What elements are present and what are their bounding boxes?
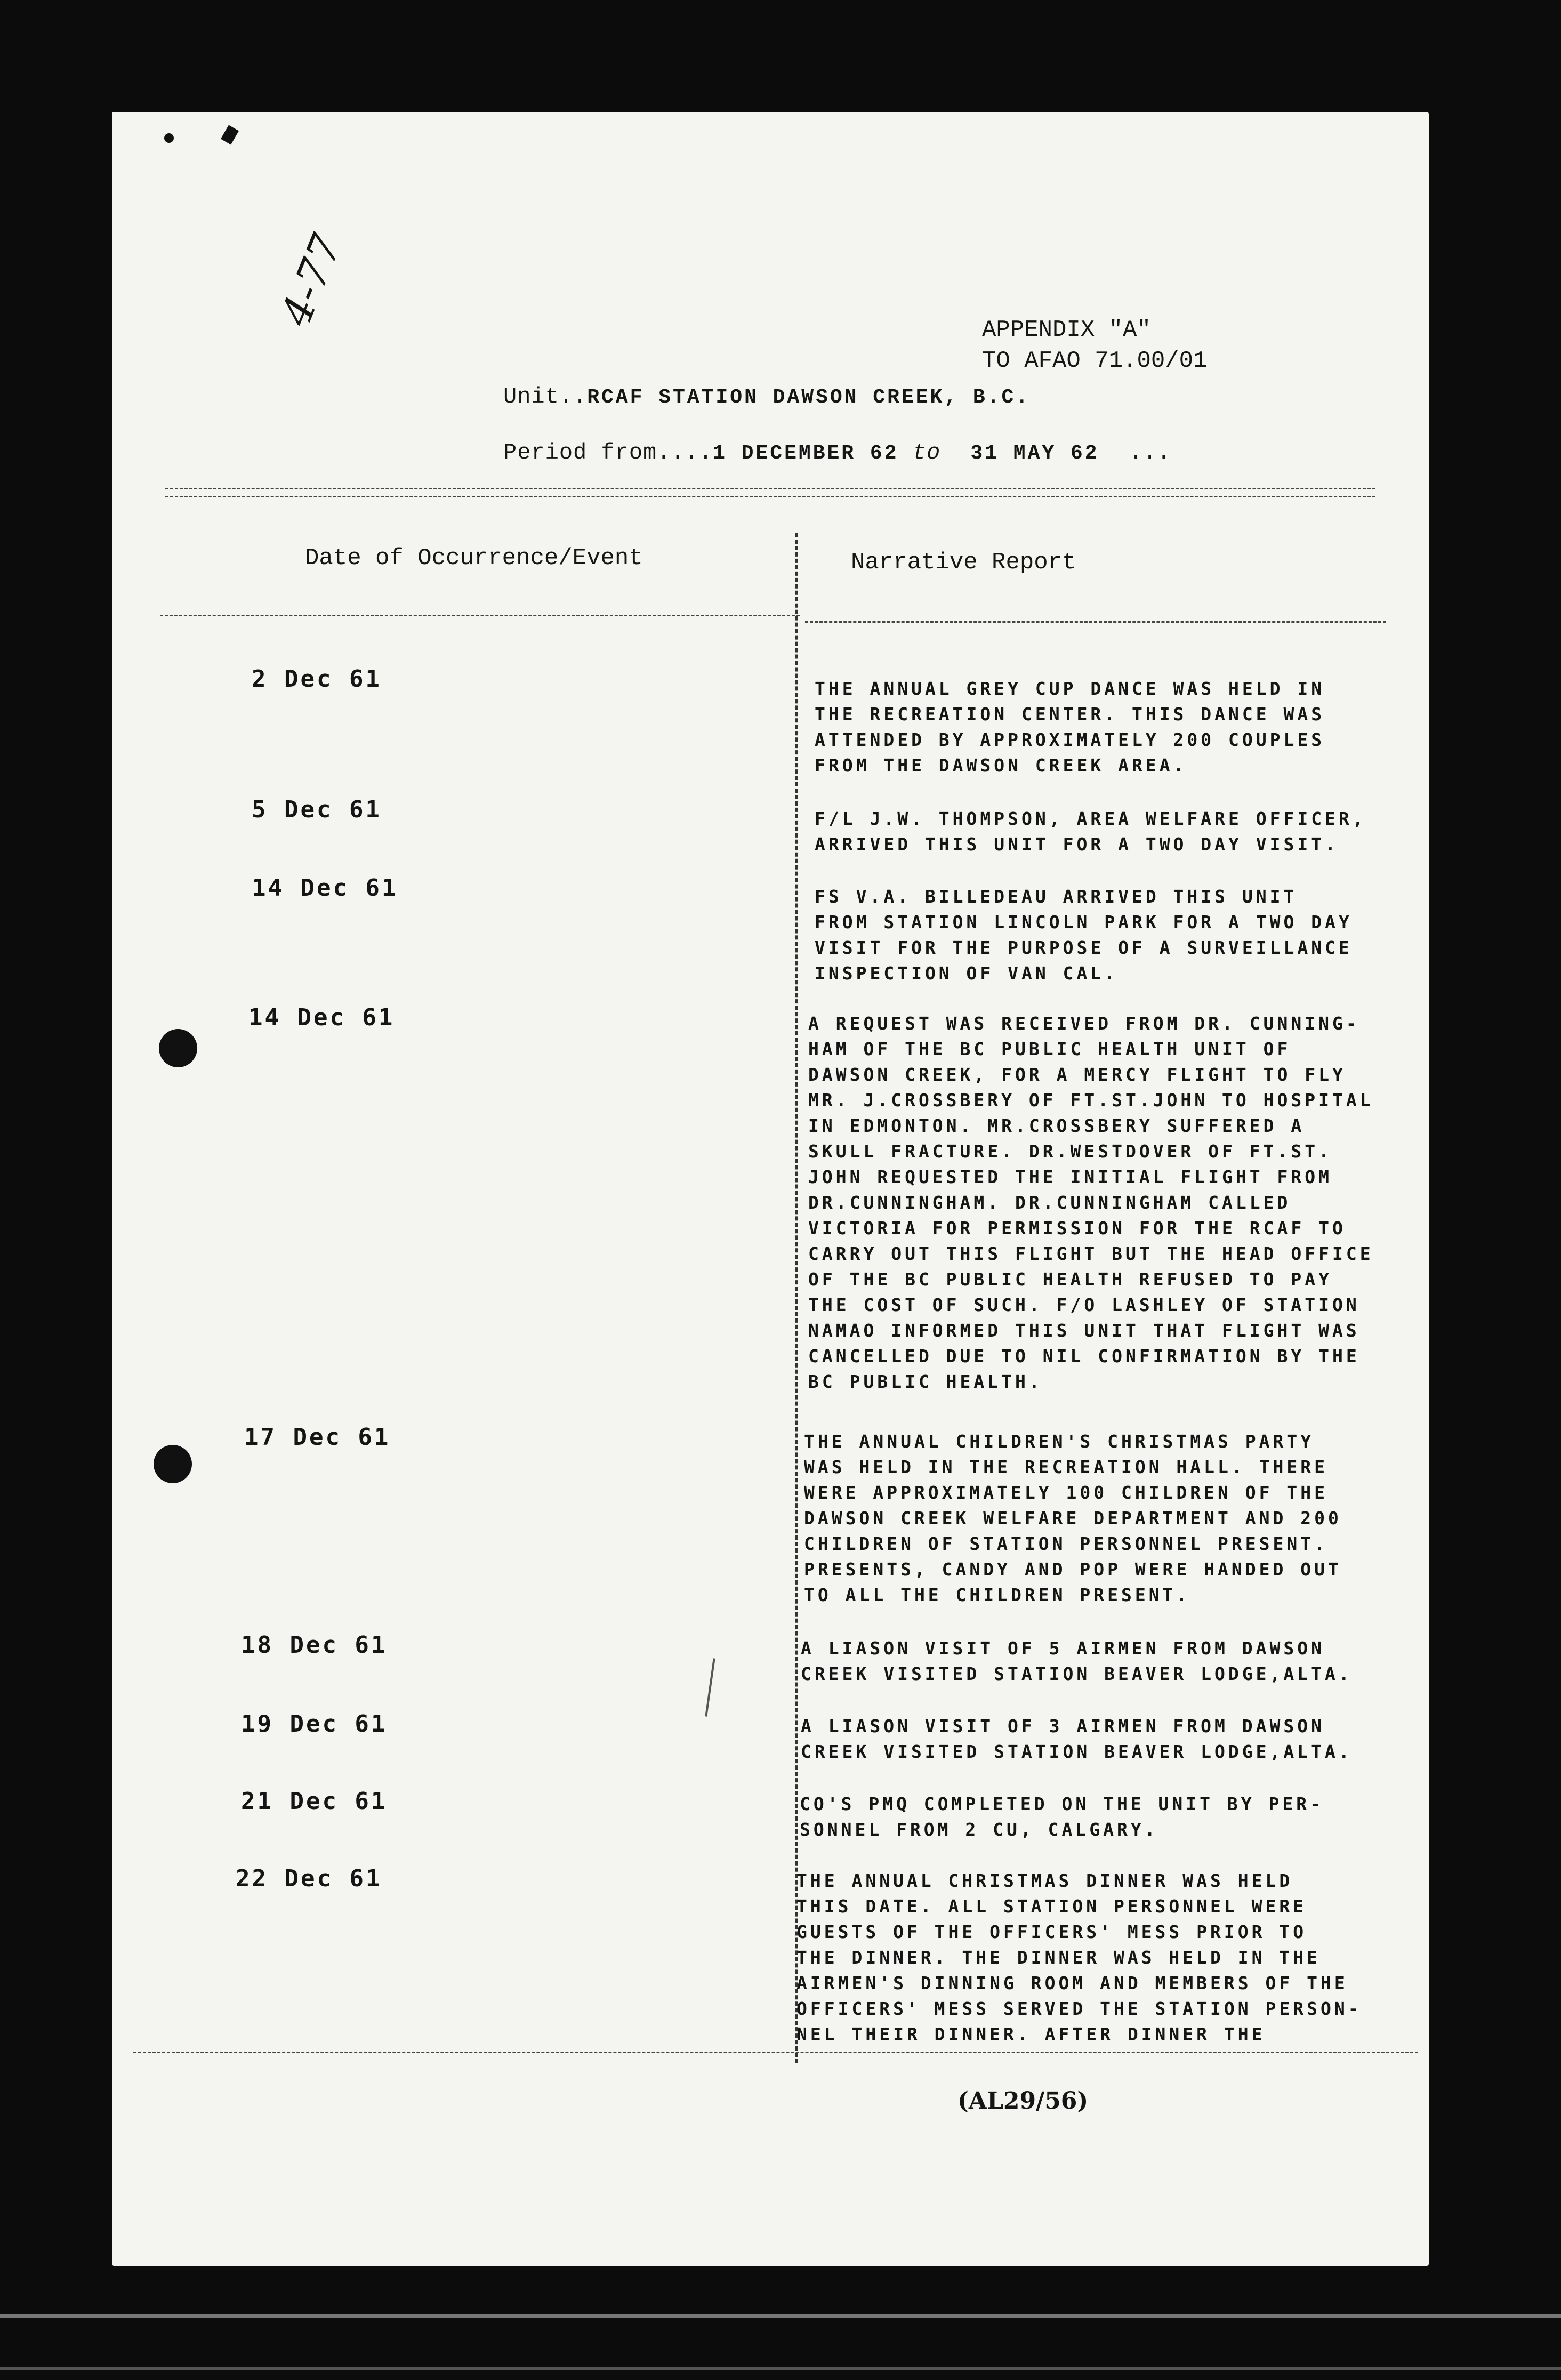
entry-narrative: [796, 1868, 1362, 2047]
narrative-line: CREEK VISITED STATION BEAVER LODGE,ALTA.: [801, 1741, 1353, 1762]
narrative-line: JOHN REQUESTED THE INITIAL FLIGHT FROM: [808, 1167, 1332, 1187]
narrative-line: FROM STATION LINCOLN PARK FOR A TWO DAY: [815, 912, 1353, 932]
narrative-line: THE COST OF SUCH. F/O LASHLEY OF STATION: [808, 1294, 1360, 1315]
entry-date: 19 Dec 61: [241, 1710, 388, 1738]
header-divider: [165, 496, 1375, 497]
narrative-line: MR. J.CROSSBERY OF FT.ST.JOHN TO HOSPITAL: [808, 1090, 1374, 1111]
unit-line: [503, 384, 1030, 409]
entry-narrative: [808, 1011, 1374, 1395]
entry-date: 14 Dec 61: [252, 874, 398, 902]
narrative-line: FS V.A. BILLEDEAU ARRIVED THIS UNIT: [815, 886, 1298, 907]
film-edge: [0, 2367, 1561, 2370]
period-to-word: to: [912, 440, 941, 465]
narrative-line: BC PUBLIC HEALTH.: [808, 1371, 1043, 1392]
period-trail: ...: [1129, 440, 1171, 465]
narrative-line: THIS DATE. ALL STATION PERSONNEL WERE: [796, 1896, 1307, 1917]
narrative-line: DR.CUNNINGHAM. DR.CUNNINGHAM CALLED: [808, 1192, 1291, 1213]
unit-label: Unit..: [503, 384, 588, 409]
narrative-line: A REQUEST WAS RECEIVED FROM DR. CUNNING-: [808, 1013, 1360, 1034]
narrative-line: ATTENDED BY APPROXIMATELY 200 COUPLES: [815, 729, 1325, 750]
narrative-line: THE DINNER. THE DINNER WAS HELD IN THE: [796, 1947, 1321, 1968]
narrative-line: VICTORIA FOR PERMISSION FOR THE RCAF TO: [808, 1218, 1346, 1239]
column-heading-rule: [160, 615, 800, 616]
form-number: (AL29/56): [957, 2087, 1089, 2114]
narrative-line: THE ANNUAL GREY CUP DANCE WAS HELD IN: [815, 678, 1325, 699]
narrative-line: THE RECREATION CENTER. THIS DANCE WAS: [815, 704, 1325, 725]
narrative-line: OF THE BC PUBLIC HEALTH REFUSED TO PAY: [808, 1269, 1332, 1290]
narrative-line: TO ALL THE CHILDREN PRESENT.: [804, 1585, 1190, 1605]
narrative-line: THE ANNUAL CHRISTMAS DINNER WAS HELD: [796, 1870, 1293, 1891]
entry-narrative: [815, 806, 1366, 857]
column-heading-narrative: Narrative Report: [851, 549, 1076, 576]
document-page: [112, 112, 1429, 2266]
narrative-line: VISIT FOR THE PURPOSE OF A SURVEILLANCE: [815, 937, 1353, 958]
period-from: 1 DECEMBER 62: [713, 442, 899, 465]
narrative-line: AIRMEN'S DINNING ROOM AND MEMBERS OF THE: [796, 1973, 1348, 1993]
handwritten-reference: 4-77: [272, 228, 352, 333]
film-edge: [0, 2314, 1561, 2318]
narrative-line: CHILDREN OF STATION PERSONNEL PRESENT.: [804, 1533, 1328, 1554]
appendix-line-1: APPENDIX "A": [982, 317, 1151, 343]
column-heading-rule: [805, 621, 1386, 623]
entry-date: 5 Dec 61: [252, 796, 382, 823]
narrative-line: SKULL FRACTURE. DR.WESTDOVER OF FT.ST.: [808, 1141, 1332, 1162]
narrative-line: WAS HELD IN THE RECREATION HALL. THERE: [804, 1457, 1328, 1477]
narrative-line: FROM THE DAWSON CREEK AREA.: [815, 755, 1187, 776]
period-label: Period from....: [503, 440, 713, 465]
narrative-line: THE ANNUAL CHILDREN'S CHRISTMAS PARTY: [804, 1431, 1315, 1452]
narrative-line: WERE APPROXIMATELY 100 CHILDREN OF THE: [804, 1482, 1328, 1503]
narrative-line: PRESENTS, CANDY AND POP WERE HANDED OUT: [804, 1559, 1342, 1580]
page-mark: [164, 133, 174, 143]
entry-date: 17 Dec 61: [244, 1424, 391, 1451]
narrative-line: IN EDMONTON. MR.CROSSBERY SUFFERED A: [808, 1115, 1305, 1136]
narrative-line: SONNEL FROM 2 CU, CALGARY.: [800, 1819, 1158, 1840]
narrative-line: NEL THEIR DINNER. AFTER DINNER THE: [796, 2024, 1266, 2045]
period-line: [503, 440, 1171, 465]
narrative-line: CARRY OUT THIS FLIGHT BUT THE HEAD OFFICE: [808, 1243, 1374, 1264]
entry-date: 21 Dec 61: [241, 1788, 388, 1815]
column-heading-date: Date of Occurrence/Event: [305, 545, 643, 572]
narrative-line: DAWSON CREEK, FOR A MERCY FLIGHT TO FLY: [808, 1064, 1346, 1085]
entry-date: 2 Dec 61: [252, 665, 382, 693]
entry-narrative: [815, 884, 1353, 986]
narrative-line: HAM OF THE BC PUBLIC HEALTH UNIT OF: [808, 1039, 1291, 1059]
entry-narrative: [804, 1429, 1342, 1608]
narrative-line: ARRIVED THIS UNIT FOR A TWO DAY VISIT.: [815, 834, 1339, 855]
narrative-line: GUESTS OF THE OFFICERS' MESS PRIOR TO: [796, 1921, 1307, 1942]
narrative-line: CO'S PMQ COMPLETED ON THE UNIT BY PER-: [800, 1794, 1324, 1814]
narrative-line: CANCELLED DUE TO NIL CONFIRMATION BY THE: [808, 1346, 1360, 1366]
narrative-line: A LIASON VISIT OF 3 AIRMEN FROM DAWSON: [801, 1716, 1325, 1736]
appendix-header: [982, 315, 1207, 376]
punch-hole: [159, 1029, 197, 1067]
period-to: 31 MAY 62: [970, 442, 1099, 465]
entry-date: 22 Dec 61: [236, 1865, 382, 1892]
entry-date: 14 Dec 61: [248, 1004, 395, 1031]
narrative-line: F/L J.W. THOMPSON, AREA WELFARE OFFICER,: [815, 808, 1366, 829]
pencil-mark: [705, 1658, 715, 1716]
narrative-line: A LIASON VISIT OF 5 AIRMEN FROM DAWSON: [801, 1638, 1325, 1659]
narrative-line: CREEK VISITED STATION BEAVER LODGE,ALTA.: [801, 1663, 1353, 1684]
entry-narrative: [801, 1636, 1353, 1687]
entry-narrative: [801, 1714, 1353, 1765]
entry-narrative: [815, 676, 1325, 778]
appendix-line-2: TO AFAO 71.00/01: [982, 348, 1208, 374]
bottom-divider: [133, 2052, 1418, 2053]
header-divider: [165, 488, 1375, 489]
unit-value: RCAF STATION DAWSON CREEK, B.C.: [587, 386, 1031, 409]
column-divider: [795, 533, 798, 2063]
entry-date: 18 Dec 61: [241, 1631, 388, 1659]
entry-narrative: [800, 1791, 1324, 1843]
page-mark: [221, 125, 239, 145]
narrative-line: OFFICERS' MESS SERVED THE STATION PERSON-: [796, 1998, 1362, 2019]
narrative-line: NAMAO INFORMED THIS UNIT THAT FLIGHT WAS: [808, 1320, 1360, 1341]
narrative-line: DAWSON CREEK WELFARE DEPARTMENT AND 200: [804, 1508, 1342, 1529]
punch-hole: [154, 1445, 192, 1483]
narrative-line: INSPECTION OF VAN CAL.: [815, 963, 1119, 984]
